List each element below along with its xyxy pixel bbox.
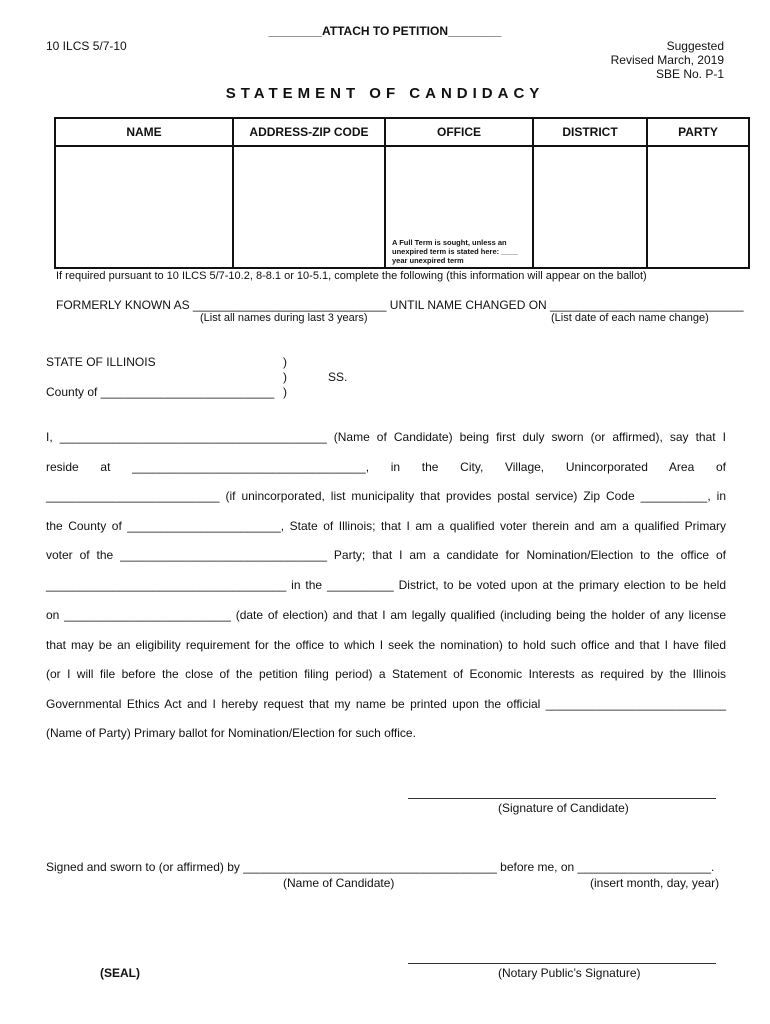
ss-label: SS. [328,370,348,384]
date-hint: (List date of each name change) [551,312,709,324]
state-label: STATE OF ILLINOIS [46,355,156,369]
sworn-name-hint: (Name of Candidate) [283,876,395,890]
sworn-date-hint: (insert month, day, year) [590,876,720,890]
party-cell[interactable] [647,146,749,268]
column-header-name: NAME [55,118,233,146]
statute-reference: 10 ILCS 5/7-10 [46,39,127,53]
notary-signature-line[interactable] [408,963,716,964]
column-header-address: ADDRESS-ZIP CODE [233,118,385,146]
oath-line-3[interactable]: __________________________ (if unincorporated, list municipality that provides postal service) Zip Code __________, in [46,489,726,503]
oath-line-4[interactable]: the County of _______________________, State of Illinois; that I am a qualified voter therein and am a qualified Primary [46,519,726,533]
seal-label: (SEAL) [100,966,140,980]
revised-date: Revised March, 2019 [610,53,724,67]
column-header-party: PARTY [647,118,749,146]
oath-line-1[interactable]: I, ________________________________________ (Name of Candidate) being first duly sworn (or affirmed), say that I [46,430,726,444]
oath-line-7[interactable]: on _________________________ (date of election) and that I am legally qualified (including being the holder of any license [46,608,726,622]
table-header-row [55,118,749,146]
form-meta [611,39,724,81]
name-cell[interactable] [55,146,233,268]
address-cell[interactable] [233,146,385,268]
form-number: SBE No. P-1 [655,67,724,81]
venue-paren: ) [283,355,287,369]
formerly-known-as-line[interactable]: FORMERLY KNOWN AS _____________________________ UNTIL NAME CHANGED ON _____________________________ [56,298,744,312]
oath-line-11: (Name of Party) Primary ballot for Nomination/Election for such office. [46,726,416,740]
suggested-label: Suggested [666,39,724,53]
term-note: A Full Term is sought, unless an unexpired term is stated here: ____ year unexpired term [392,238,518,265]
former-names-instruction: If required pursuant to 10 ILCS 5/7-10.2, 8-8.1 or 10-5.1, complete the following (this information will appear on the ballot) [56,270,647,282]
venue-paren: ) [283,385,287,399]
oath-line-10[interactable]: Governmental Ethics Act and I hereby request that my name be printed upon the official ___________________________ [46,697,726,711]
document-title: STATEMENT OF CANDIDACY [225,85,545,102]
candidate-signature-line[interactable] [408,798,716,799]
table-row [55,146,749,268]
office-cell[interactable] [385,146,533,268]
sworn-line[interactable]: Signed and sworn to (or affirmed) by ______________________________________ before me, on ____________________. [46,860,715,874]
oath-line-6[interactable]: ____________________________________ in the __________ District, to be voted upon at the primary election to be held [46,578,726,592]
district-cell[interactable] [533,146,647,268]
oath-line-9: (or I will file before the close of the petition filing period) a Statement of Economic Interests as required by the Illinois [46,667,726,681]
oath-line-8: that may be an eligibility requirement for the office to which I seek the nomination) to hold such office and that I have filed [46,638,726,652]
column-header-office: OFFICE [385,118,533,146]
county-line[interactable]: County of __________________________ [46,385,275,399]
notary-signature-label: (Notary Public’s Signature) [498,966,641,980]
oath-line-5[interactable]: voter of the _______________________________ Party; that I am a candidate for Nomination/Election to the office of [46,548,726,562]
oath-line-2[interactable]: reside at ___________________________________, in the City, Village, Unincorporated Area of [46,460,726,474]
candidate-signature-label: (Signature of Candidate) [498,801,629,815]
candidate-table [54,117,750,269]
venue-paren: ) [283,370,287,384]
names-hint: (List all names during last 3 years) [200,312,368,324]
attach-to-petition-header: ________ATTACH TO PETITION________ [268,24,502,38]
column-header-district: DISTRICT [533,118,647,146]
